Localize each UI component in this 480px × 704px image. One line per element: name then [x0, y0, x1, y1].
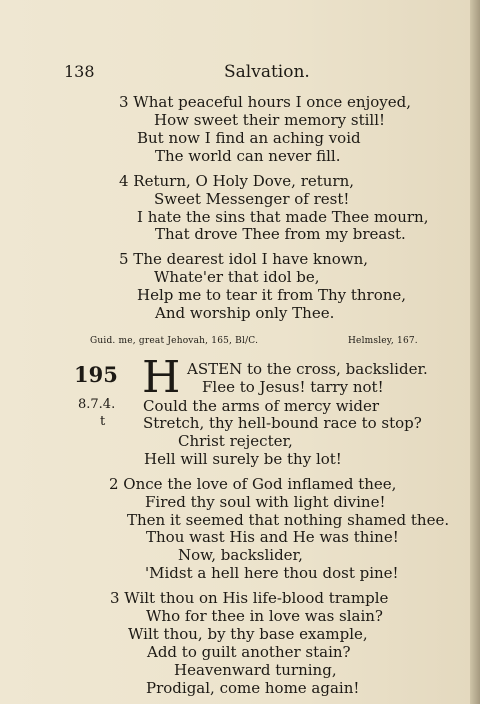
- verse-line: 3 Wilt thou on His life-blood trample: [110, 589, 389, 607]
- tune-name: Helmsley, 167.: [348, 336, 418, 346]
- verse-line: That drove Thee from my breast.: [155, 225, 406, 243]
- hymn-meter: 8.7.4.: [78, 397, 116, 412]
- verse-line: Hell will surely be thy lot!: [144, 450, 342, 468]
- verse-line: But now I find an aching void: [137, 129, 361, 147]
- verse-line: Flee to Jesus! tarry not!: [202, 378, 384, 396]
- verse-line: Stretch, thy hell-bound race to stop?: [143, 414, 422, 432]
- verse-line: Sweet Messenger of rest!: [154, 190, 350, 208]
- verse-line: 4 Return, O Holy Dove, return,: [119, 172, 355, 190]
- verse-line: ASTEN to the cross, backslider.: [187, 360, 428, 378]
- verse-line: 'Midst a hell here thou dost pine!: [145, 564, 399, 582]
- verse-line: Then it seemed that nothing shamed thee.: [127, 511, 450, 529]
- verse-line: Heavenward turning,: [174, 661, 337, 679]
- verse-line: 2 Once the love of God inflamed thee,: [109, 475, 397, 493]
- verse-line: Help me to tear it from Thy throne,: [137, 286, 407, 304]
- verse-line: Whate'er that idol be,: [154, 268, 320, 286]
- verse-line: Who for thee in love was slain?: [146, 607, 383, 625]
- verse-line: Fired thy soul with light divine!: [145, 493, 386, 511]
- verse-line: Now, backslider,: [178, 546, 303, 564]
- verse-line: Could the arms of mercy wider: [143, 397, 380, 415]
- page-edge: [470, 0, 480, 704]
- verse-line: Thou wast His and He was thine!: [146, 528, 399, 546]
- drop-cap: H: [142, 352, 180, 403]
- verse-line: The world can never fill.: [155, 147, 341, 165]
- verse-line: Prodigal, come home again!: [146, 679, 360, 697]
- verse-line: I hate the sins that made Thee mourn,: [137, 208, 429, 226]
- verse-line: Wilt thou, by thy base example,: [128, 625, 368, 643]
- tune-reference: Guid. me, great Jehovah, 165, Bl/C.: [90, 336, 259, 346]
- page-number: 138: [64, 62, 95, 81]
- hymn-number: 195: [74, 362, 118, 387]
- verse-line: Add to guilt another stain?: [147, 643, 351, 661]
- section-title: Salvation.: [224, 62, 310, 82]
- verse-line: And worship only Thee.: [155, 304, 335, 322]
- verse-line: 5 The dearest idol I have known,: [119, 250, 369, 268]
- verse-line: 3 What peaceful hours I once enjoyed,: [119, 93, 411, 111]
- verse-line: How sweet their memory still!: [154, 111, 386, 129]
- verse-line: Christ rejecter,: [178, 432, 293, 450]
- hymn-marker: t: [100, 414, 106, 429]
